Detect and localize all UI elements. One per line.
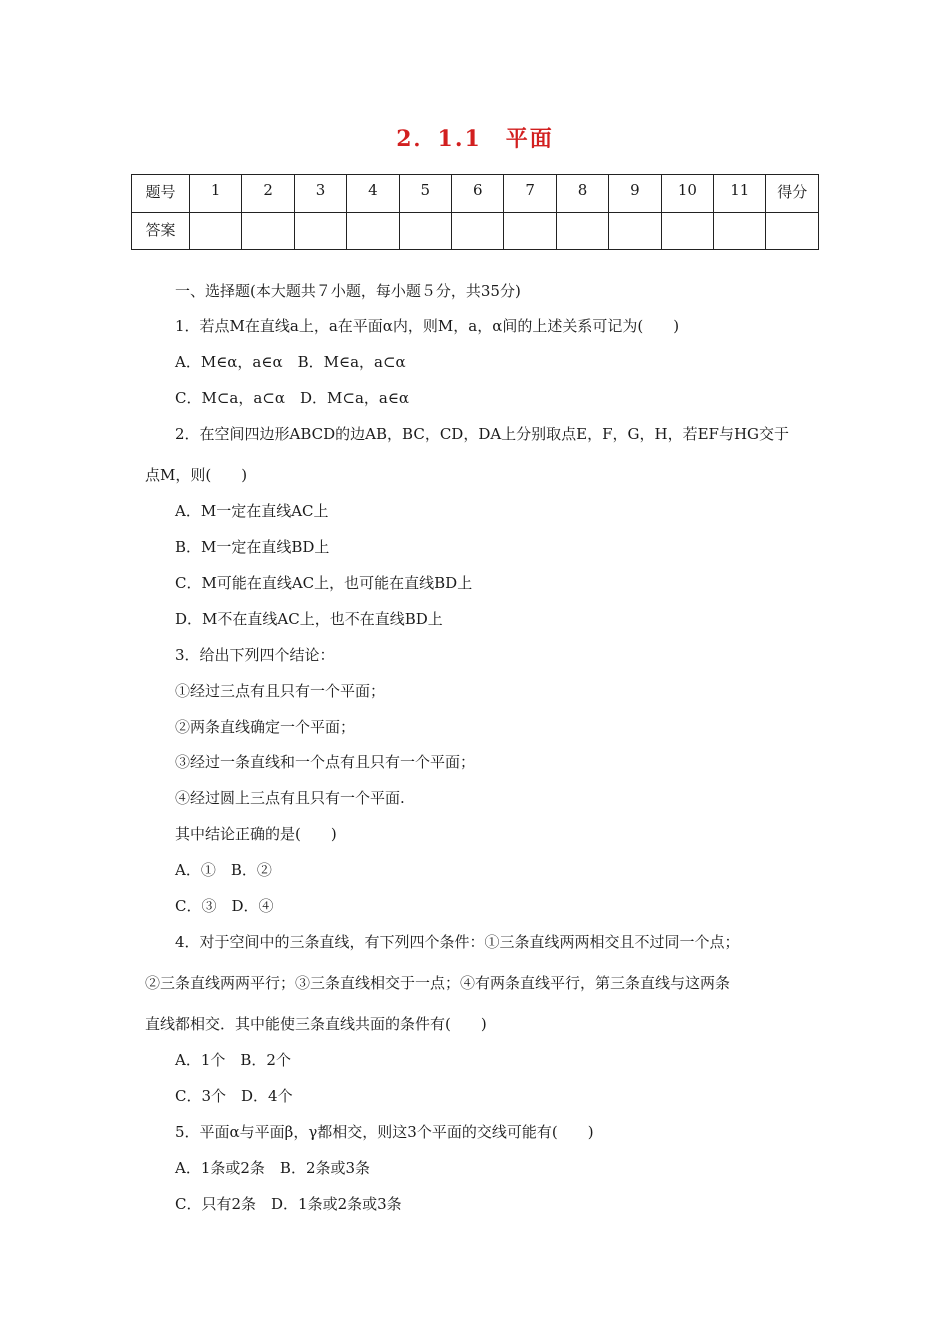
question-3-options-ab: A．① B．② — [175, 861, 272, 879]
table-header-label: 题号 — [132, 175, 190, 213]
question-number: 11 — [714, 175, 766, 213]
question-number: 8 — [556, 175, 608, 213]
answer-cell[interactable] — [294, 212, 346, 250]
question-2-option-a: A．M一定在直线AC上 — [175, 502, 329, 520]
question-5-stem: 5．平面α与平面β，γ都相交，则这3个平面的交线可能有( ) — [175, 1123, 594, 1141]
answer-cell[interactable] — [347, 212, 399, 250]
question-number: 6 — [452, 175, 504, 213]
answer-cell[interactable] — [714, 212, 766, 250]
answer-cell[interactable] — [399, 212, 451, 250]
score-label: 得分 — [766, 175, 819, 213]
answer-cell[interactable] — [452, 212, 504, 250]
table-row — [132, 175, 819, 213]
question-2-option-d: D．M不在直线AC上，也不在直线BD上 — [175, 610, 443, 628]
question-3-conclusion-4: ④经过圆上三点有且只有一个平面. — [175, 789, 405, 807]
answer-cell[interactable] — [661, 212, 713, 250]
question-number: 3 — [294, 175, 346, 213]
page-title: 2．1.1 平面 — [396, 126, 554, 152]
question-5-options-cd: C．只有2条 D．1条或2条或3条 — [175, 1195, 402, 1213]
question-number: 10 — [661, 175, 713, 213]
question-2-stem-line2: 点M，则( ) — [145, 466, 248, 484]
question-3-conclusion-3: ③经过一条直线和一个点有且只有一个平面； — [175, 753, 476, 771]
answer-cell[interactable] — [556, 212, 608, 250]
answer-cell[interactable] — [242, 212, 294, 250]
question-4-options-cd: C．3个 D．4个 — [175, 1087, 293, 1105]
question-3-stem: 3．给出下列四个结论： — [175, 646, 335, 664]
answer-cell[interactable] — [190, 212, 242, 250]
question-number: 7 — [504, 175, 556, 213]
question-5-options-ab: A．1条或2条 B．2条或3条 — [175, 1159, 371, 1177]
answer-cell[interactable] — [504, 212, 556, 250]
question-number: 9 — [609, 175, 661, 213]
question-3-conclusion-1: ①经过三点有且只有一个平面； — [175, 682, 386, 700]
question-2-option-b: B．M一定在直线BD上 — [175, 538, 330, 556]
question-number: 4 — [347, 175, 399, 213]
question-4-stem-line3: 直线都相交．其中能使三条直线共面的条件有( ) — [145, 1015, 487, 1033]
question-4-options-ab: A．1个 B．2个 — [175, 1051, 291, 1069]
question-4-stem-line2: ②三条直线两两平行；③三条直线相交于一点；④有两条直线平行，第三条直线与这两条 — [145, 974, 731, 992]
section-heading: 一、选择题(本大题共７小题，每小题５分，共35分) — [175, 282, 521, 300]
question-3-ask: 其中结论正确的是( ) — [175, 825, 337, 843]
question-3-conclusion-2: ②两条直线确定一个平面； — [175, 718, 356, 736]
question-1-options-ab: A．M∈α，a∈α B．M∈a，a⊂α — [175, 353, 406, 371]
answer-label: 答案 — [132, 212, 190, 250]
question-4-stem-line1: 4．对于空间中的三条直线，有下列四个条件：①三条直线两两相交且不过同一个点； — [175, 933, 740, 951]
table-row — [132, 212, 819, 250]
score-cell[interactable] — [766, 212, 819, 250]
question-number: 5 — [399, 175, 451, 213]
question-2-option-c: C．M可能在直线AC上，也可能在直线BD上 — [175, 574, 473, 592]
question-1-options-cd: C．M⊂a，a⊂α D．M⊂a，a∈α — [175, 389, 410, 407]
answer-cell[interactable] — [609, 212, 661, 250]
question-3-options-cd: C．③ D．④ — [175, 897, 274, 915]
question-number: 1 — [190, 175, 242, 213]
question-2-stem-line1: 2．在空间四边形ABCD的边AB，BC，CD，DA上分别取点E，F，G，H，若EF与HG交于 — [175, 425, 790, 443]
question-1-stem: 1．若点M在直线a上，a在平面α内，则M，a，α间的上述关系可记为( ) — [175, 317, 680, 335]
question-number: 2 — [242, 175, 294, 213]
score-table — [131, 174, 819, 250]
